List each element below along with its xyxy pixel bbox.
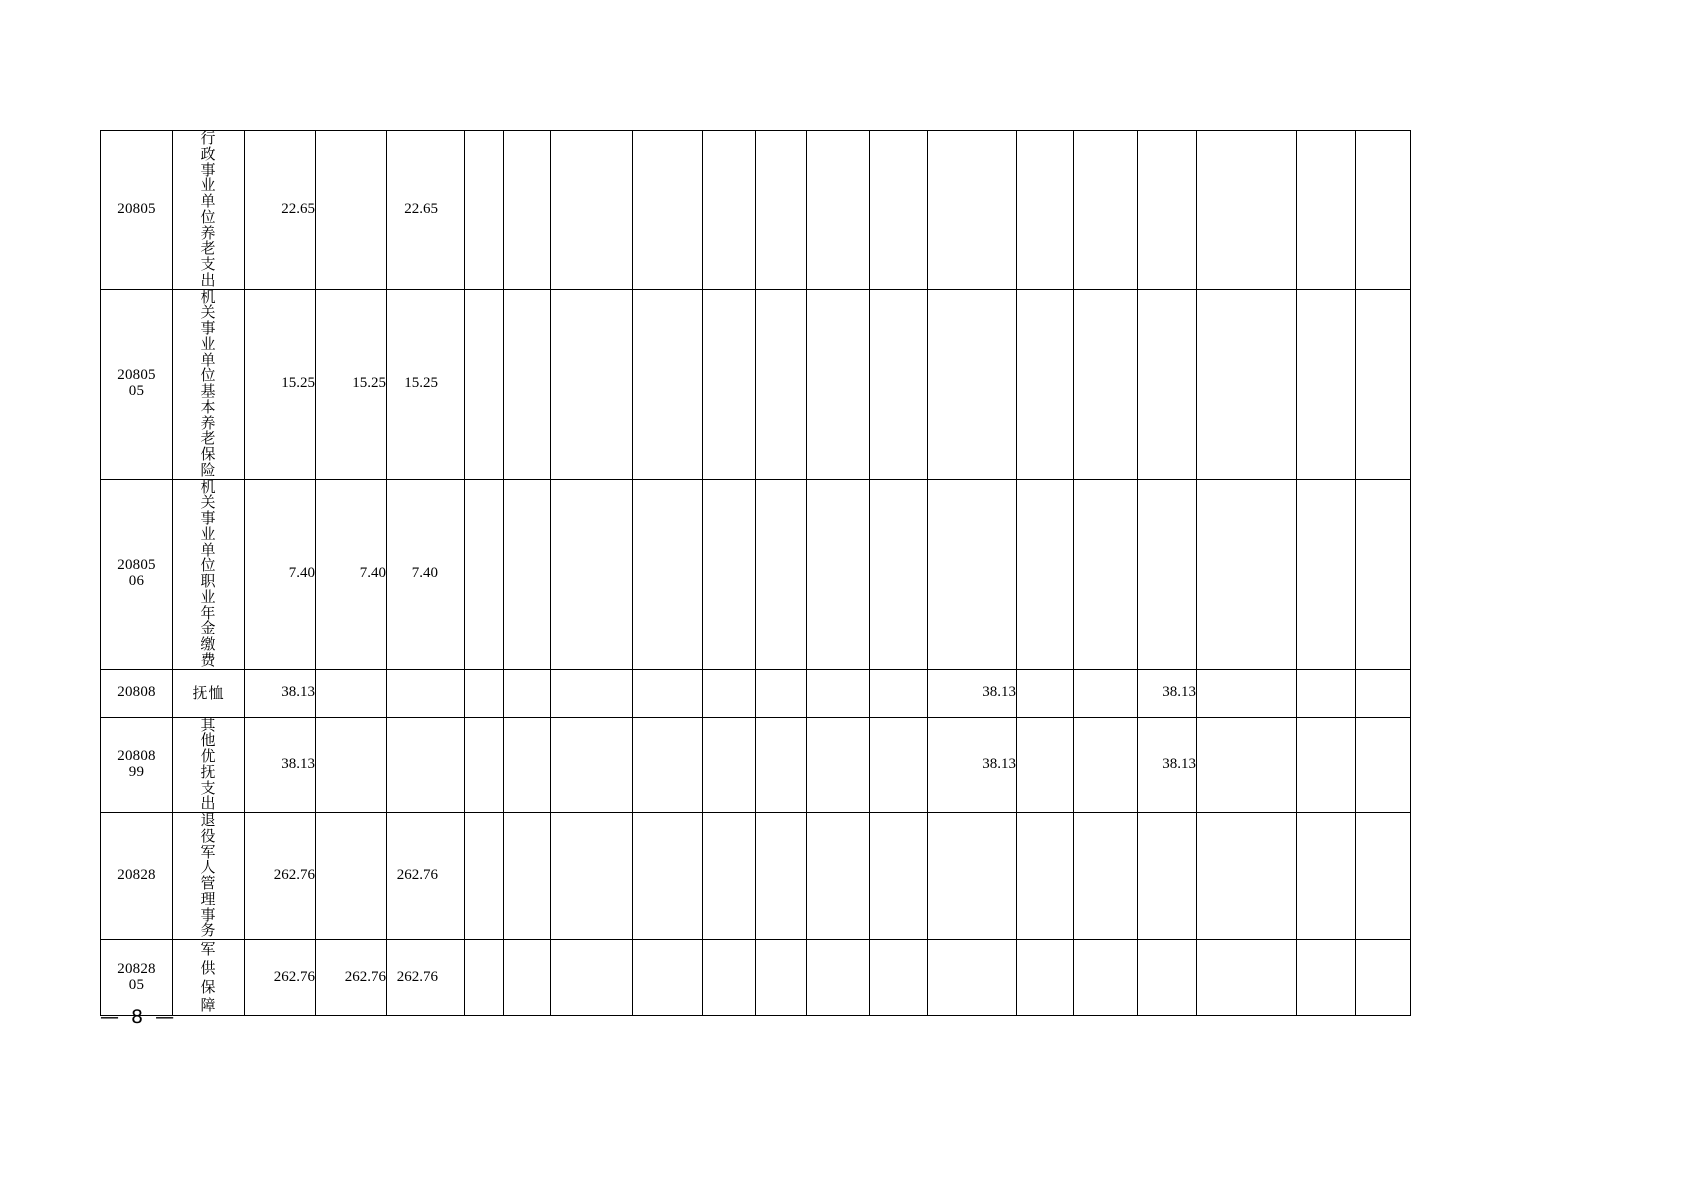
- row-value: [1074, 669, 1138, 717]
- row-value: [928, 479, 1017, 669]
- row-value: 262.76: [387, 940, 465, 1016]
- row-value: 38.13: [928, 669, 1017, 717]
- row-name-cell: 退 役 军 人 管 理 事 务: [173, 813, 245, 940]
- row-value: [870, 813, 928, 940]
- row-value: 15.25: [387, 289, 465, 479]
- row-name-cell: 抚恤: [173, 669, 245, 717]
- row-value: [807, 669, 870, 717]
- row-value: [1074, 131, 1138, 290]
- row-code-cell: 20805 06: [101, 479, 173, 669]
- row-value: [703, 131, 756, 290]
- row-value: [1197, 813, 1297, 940]
- row-value: [1138, 131, 1197, 290]
- row-value: [870, 131, 928, 290]
- row-value: [465, 131, 504, 290]
- row-value: 262.76: [316, 940, 387, 1016]
- row-value: [756, 717, 807, 813]
- row-value: [551, 940, 633, 1016]
- row-value: [1356, 940, 1411, 1016]
- row-value: [928, 940, 1017, 1016]
- row-code-cell: 20828 05: [101, 940, 173, 1016]
- table-row: [101, 289, 1411, 479]
- row-value: [703, 479, 756, 669]
- row-value: 38.13: [1138, 669, 1197, 717]
- row-value: [928, 289, 1017, 479]
- row-value: [807, 813, 870, 940]
- row-value: [756, 131, 807, 290]
- row-code-cell: 20805 05: [101, 289, 173, 479]
- row-value: [1074, 479, 1138, 669]
- row-value: [316, 131, 387, 290]
- row-value: [703, 717, 756, 813]
- row-value: [870, 669, 928, 717]
- row-value: [465, 813, 504, 940]
- table-row: [101, 669, 1411, 717]
- row-value: [387, 669, 465, 717]
- row-value: [633, 669, 703, 717]
- row-value: [1356, 289, 1411, 479]
- row-value: [465, 669, 504, 717]
- row-value: [1074, 813, 1138, 940]
- row-value: 7.40: [387, 479, 465, 669]
- row-value: [807, 940, 870, 1016]
- row-value: [1017, 479, 1074, 669]
- row-value: [504, 813, 551, 940]
- row-value: 7.40: [316, 479, 387, 669]
- row-value: [316, 669, 387, 717]
- row-value: [1297, 717, 1356, 813]
- row-value: [703, 940, 756, 1016]
- row-value: [703, 669, 756, 717]
- row-value: [551, 479, 633, 669]
- table-row: [101, 479, 1411, 669]
- row-code-cell: 20828: [101, 813, 173, 940]
- row-value: [703, 289, 756, 479]
- row-value: [1138, 479, 1197, 669]
- row-value: [1297, 940, 1356, 1016]
- row-value: [1297, 813, 1356, 940]
- row-name-cell: 军 供 保 障: [173, 940, 245, 1016]
- row-value: 22.65: [245, 131, 316, 290]
- row-value: [387, 717, 465, 813]
- row-value: 262.76: [245, 940, 316, 1016]
- row-value: [465, 940, 504, 1016]
- row-value: [633, 940, 703, 1016]
- row-value: [551, 669, 633, 717]
- row-value: [1138, 289, 1197, 479]
- row-value: [465, 289, 504, 479]
- row-value: [1356, 717, 1411, 813]
- row-value: 262.76: [245, 813, 316, 940]
- row-value: [633, 479, 703, 669]
- row-name-cell: 机 关 事 业 单 位 职 业 年 金 缴 费: [173, 479, 245, 669]
- row-value: [504, 289, 551, 479]
- row-value: [870, 479, 928, 669]
- table-row: [101, 131, 1411, 290]
- row-value: [1356, 131, 1411, 290]
- row-value: [756, 479, 807, 669]
- row-value: [1074, 289, 1138, 479]
- row-value: [1017, 717, 1074, 813]
- row-value: [1297, 479, 1356, 669]
- row-value: 38.13: [1138, 717, 1197, 813]
- row-value: [551, 717, 633, 813]
- row-value: [756, 940, 807, 1016]
- row-value: [1197, 940, 1297, 1016]
- row-value: [1197, 131, 1297, 290]
- row-value: [1138, 813, 1197, 940]
- row-value: [870, 289, 928, 479]
- row-value: [870, 940, 928, 1016]
- row-value: [928, 131, 1017, 290]
- row-value: [465, 479, 504, 669]
- row-value: [1017, 131, 1074, 290]
- row-value: [316, 813, 387, 940]
- page-number: — 8 —: [100, 1006, 178, 1028]
- row-value: [1017, 669, 1074, 717]
- row-value: [756, 813, 807, 940]
- row-value: 22.65: [387, 131, 465, 290]
- row-value: [551, 289, 633, 479]
- row-value: 15.25: [316, 289, 387, 479]
- row-value: [807, 717, 870, 813]
- row-value: [504, 669, 551, 717]
- row-value: [1197, 289, 1297, 479]
- row-value: 38.13: [245, 717, 316, 813]
- row-value: [807, 131, 870, 290]
- row-code-cell: 20808: [101, 669, 173, 717]
- row-name-cell: 其 他 优 抚 支 出: [173, 717, 245, 813]
- row-value: [504, 717, 551, 813]
- budget-expenditure-table: [100, 130, 1411, 1016]
- row-value: [1197, 669, 1297, 717]
- row-value: [633, 813, 703, 940]
- row-value: [1197, 717, 1297, 813]
- row-value: [633, 289, 703, 479]
- table-row: [101, 940, 1411, 1016]
- row-value: [1017, 940, 1074, 1016]
- row-value: [1356, 813, 1411, 940]
- row-value: [316, 717, 387, 813]
- row-value: [633, 131, 703, 290]
- row-value: [1017, 289, 1074, 479]
- table-row: [101, 813, 1411, 940]
- row-code-cell: 20808 99: [101, 717, 173, 813]
- row-value: [807, 479, 870, 669]
- row-value: 7.40: [245, 479, 316, 669]
- row-value: 38.13: [928, 717, 1017, 813]
- row-value: [551, 131, 633, 290]
- row-value: [928, 813, 1017, 940]
- row-value: [756, 289, 807, 479]
- row-value: [1356, 479, 1411, 669]
- row-value: [703, 813, 756, 940]
- row-value: [807, 289, 870, 479]
- row-value: [1017, 813, 1074, 940]
- row-value: 262.76: [387, 813, 465, 940]
- row-value: [504, 479, 551, 669]
- row-value: 38.13: [245, 669, 316, 717]
- row-code-cell: 20805: [101, 131, 173, 290]
- row-value: [465, 717, 504, 813]
- table-row: [101, 717, 1411, 813]
- row-value: [633, 717, 703, 813]
- row-value: [870, 717, 928, 813]
- row-value: [504, 131, 551, 290]
- row-value: [1297, 669, 1356, 717]
- row-value: [1356, 669, 1411, 717]
- row-name-cell: 行 政 事 业 单 位 养 老 支 出: [173, 131, 245, 290]
- row-value: [1197, 479, 1297, 669]
- row-value: 15.25: [245, 289, 316, 479]
- row-value: [1138, 940, 1197, 1016]
- row-value: [1297, 131, 1356, 290]
- row-value: [1074, 940, 1138, 1016]
- row-value: [551, 813, 633, 940]
- row-value: [756, 669, 807, 717]
- row-value: [1074, 717, 1138, 813]
- row-value: [1297, 289, 1356, 479]
- row-value: [504, 940, 551, 1016]
- row-name-cell: 机 关 事 业 单 位 基 本 养 老 保 险: [173, 289, 245, 479]
